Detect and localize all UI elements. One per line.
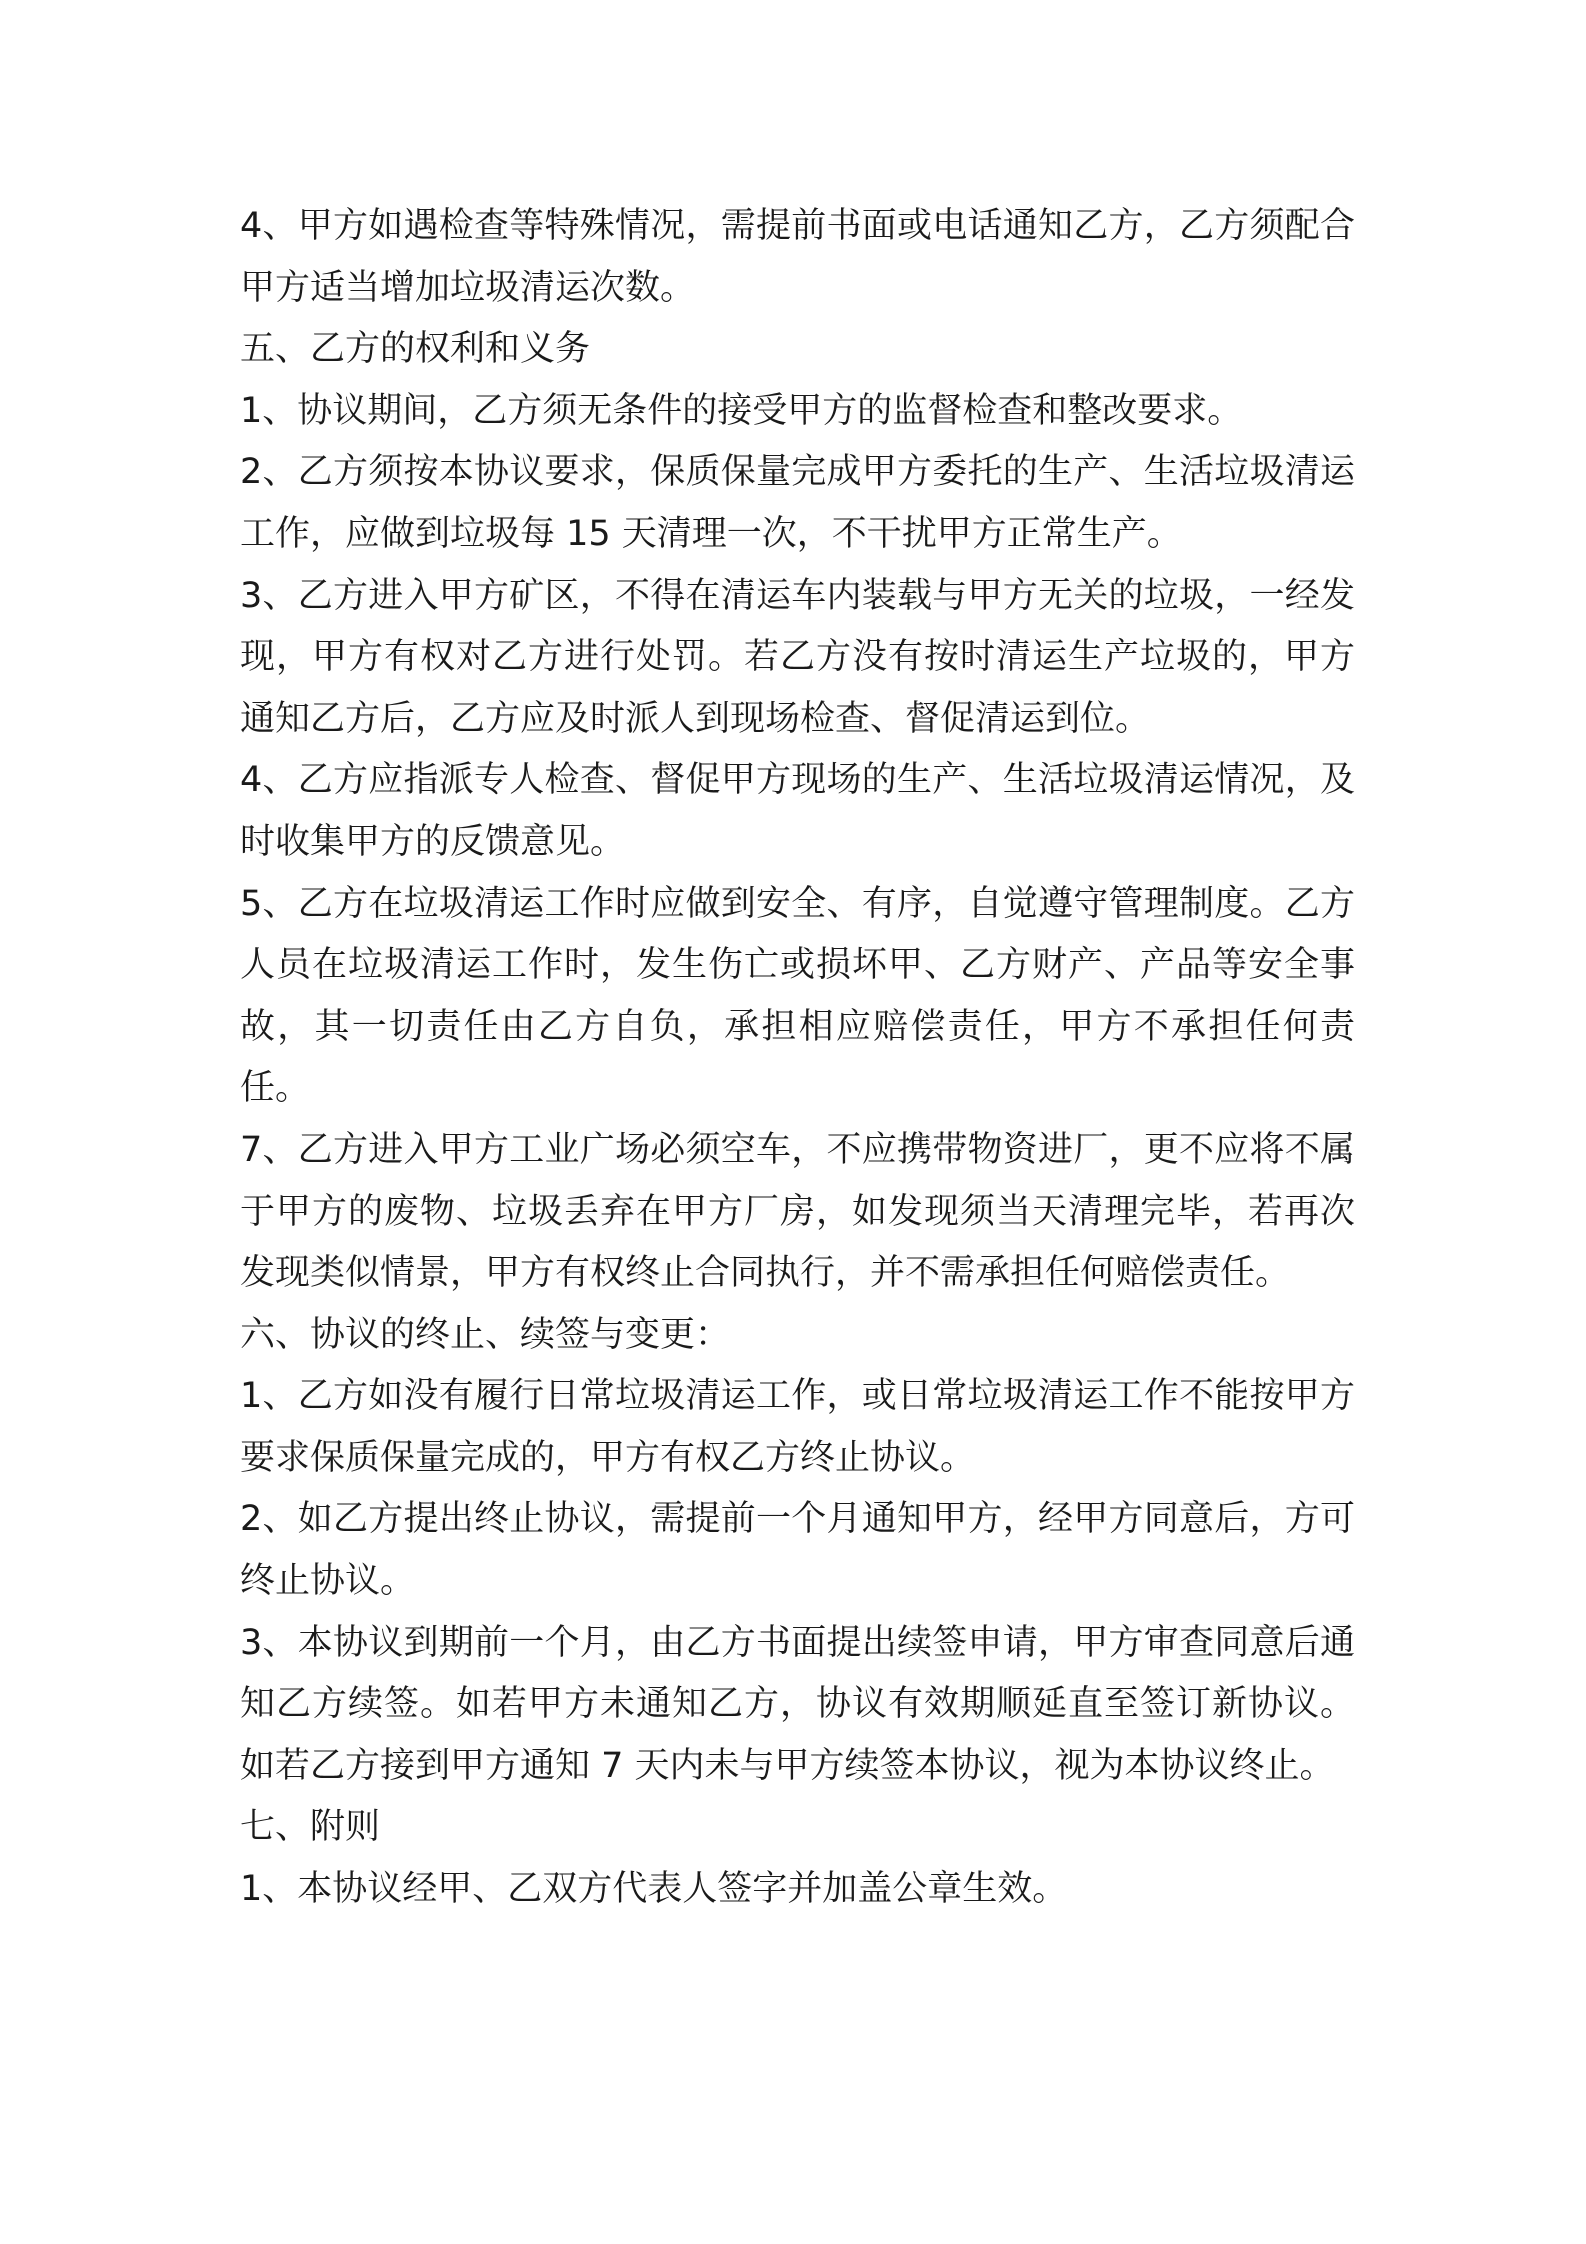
clause-paragraph: 1、本协议经甲、乙双方代表人签字并加盖公章生效。 bbox=[240, 1869, 1068, 1910]
clause-paragraph: 4、甲方如遇检查等特殊情况，需提前书面或电话通知乙方，乙方须配合甲方适当增加垃圾清运次数。 bbox=[240, 206, 1355, 308]
section-heading: 五、乙方的权利和义务 bbox=[240, 329, 591, 370]
document-body bbox=[240, 196, 1355, 1921]
clause-paragraph: 3、本协议到期前一个月，由乙方书面提出续签申请，甲方审查同意后通知乙方续签。如若甲方未通知乙方，协议有效期顺延直至签订新协议。如若乙方接到甲方通知 7 天内未与甲方续签本协议，视为本协议终止。 bbox=[240, 1622, 1355, 1786]
clause-paragraph: 3、乙方进入甲方矿区，不得在清运车内装载与甲方无关的垃圾，一经发现，甲方有权对乙方进行处罚。若乙方没有按时清运生产垃圾的，甲方通知乙方后，乙方应及时派人到现场检查、督促清运到位。 bbox=[240, 575, 1355, 739]
section-heading: 六、协议的终止、续签与变更： bbox=[240, 1314, 731, 1355]
clause-paragraph: 4、乙方应指派专人检查、督促甲方现场的生产、生活垃圾清运情况，及时收集甲方的反馈意见。 bbox=[240, 760, 1355, 862]
clause-paragraph: 1、乙方如没有履行日常垃圾清运工作，或日常垃圾清运工作不能按甲方要求保质保量完成的，甲方有权乙方终止协议。 bbox=[240, 1376, 1355, 1478]
clause-paragraph: 2、如乙方提出终止协议，需提前一个月通知甲方，经甲方同意后，方可终止协议。 bbox=[240, 1499, 1355, 1602]
clause-paragraph: 7、乙方进入甲方工业广场必须空车，不应携带物资进厂，更不应将不属于甲方的废物、垃圾丢弃在甲方厂房，如发现须当天清理完毕，若再次发现类似情景，甲方有权终止合同执行，并不需承担任何赔偿责任。 bbox=[240, 1129, 1355, 1294]
section-heading: 七、附则 bbox=[240, 1807, 381, 1848]
clause-paragraph: 1、协议期间，乙方须无条件的接受甲方的监督检查和整改要求。 bbox=[240, 390, 1243, 431]
clause-paragraph: 5、乙方在垃圾清运工作时应做到安全、有序，自觉遵守管理制度。乙方人员在垃圾清运工作时，发生伤亡或损坏甲、乙方财产、产品等安全事故，其一切责任由乙方自负，承担相应赔偿责任，甲方不承担任何责任。 bbox=[240, 883, 1355, 1109]
clause-paragraph: 2、乙方须按本协议要求，保质保量完成甲方委托的生产、生活垃圾清运工作，应做到垃圾每 15 天清理一次，不干扰甲方正常生产。 bbox=[240, 452, 1355, 554]
